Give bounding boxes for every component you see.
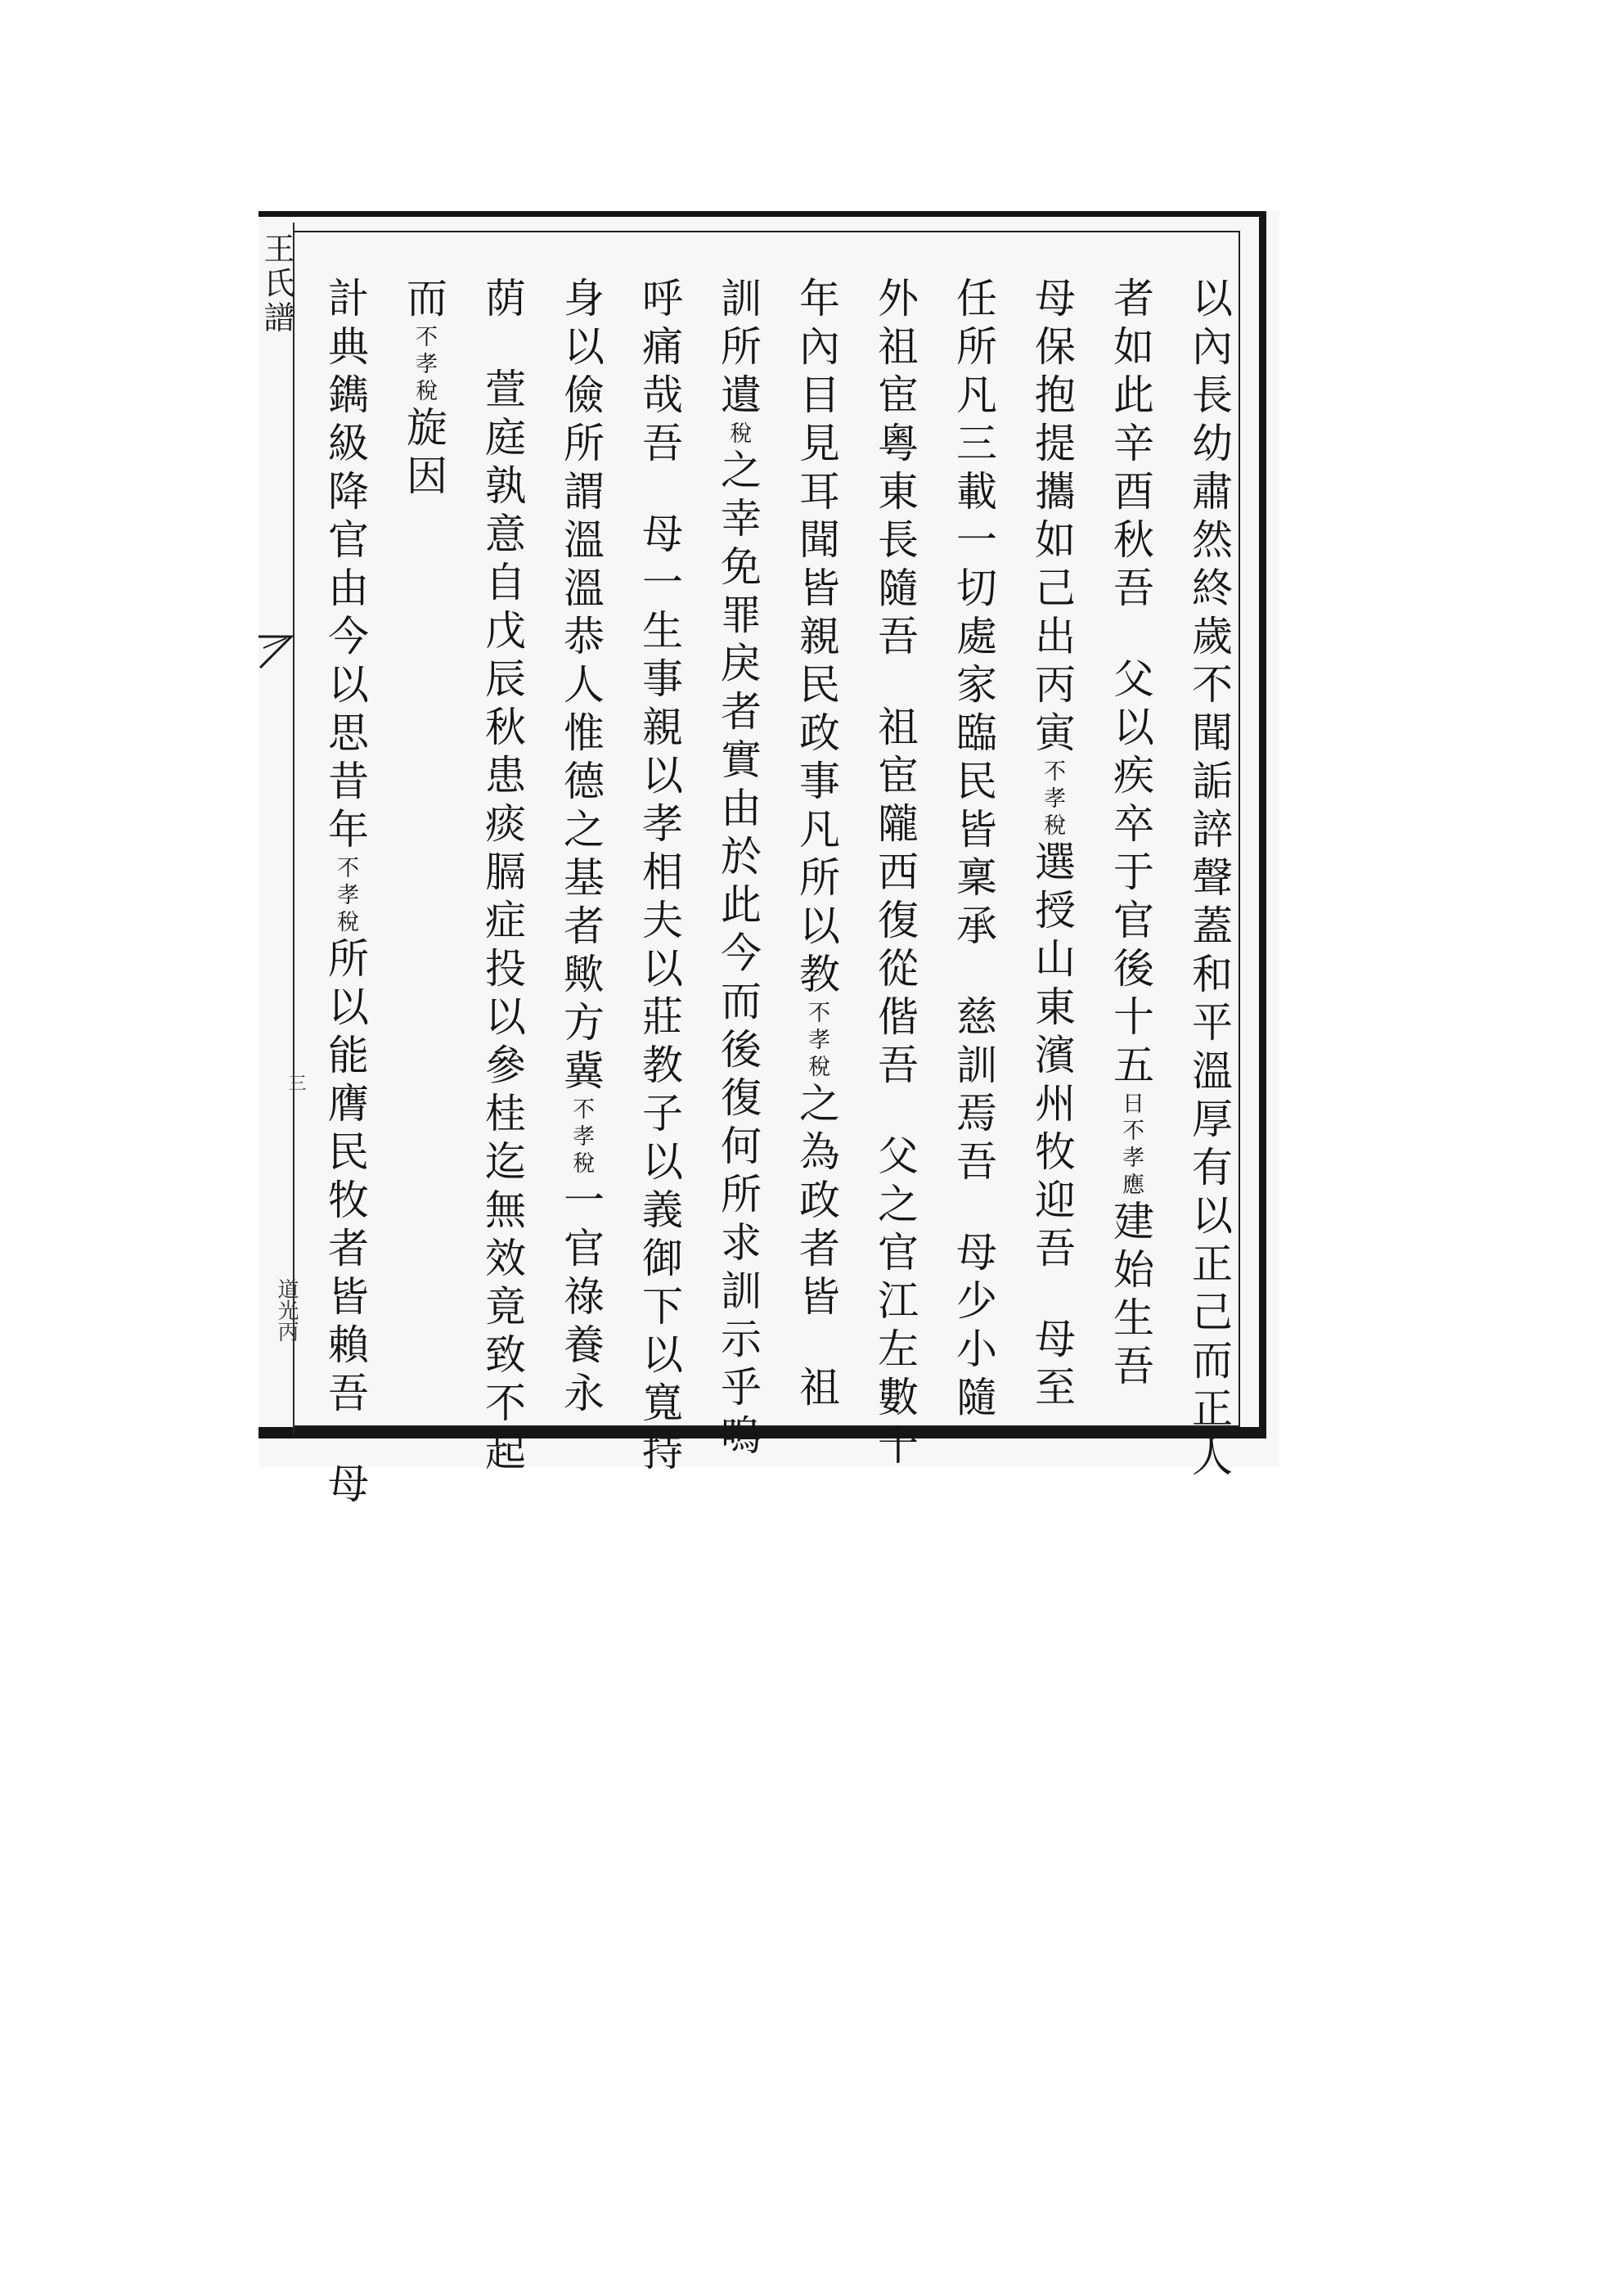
text-segment: 所以能膺民牧者皆賴吾 <box>321 937 369 1420</box>
spine-title: 王氏譜 <box>259 232 294 335</box>
interlinear-small-text: 稅 <box>333 910 358 937</box>
interlinear-small-text: 稅 <box>804 1055 829 1082</box>
binding-spine <box>259 223 306 1434</box>
interlinear-small-text: 不孝 <box>411 325 437 379</box>
text-column <box>699 277 777 1462</box>
text-segment: 祖宦隴西復從偕吾 <box>871 705 919 1092</box>
text-segment: 者如此辛酉秋吾 <box>1107 277 1154 615</box>
text-segment: 母少小隨 <box>950 1231 997 1424</box>
text-segment: 以內長幼肅然終歲不聞詬誶聲蓋和平溫厚有以正己而正人 <box>1185 277 1233 1483</box>
text-segment: 年內目見耳聞皆親民政事凡所以教 <box>793 277 840 1001</box>
text-column <box>777 277 856 1414</box>
text-segment: 而 <box>400 277 447 325</box>
text-column <box>306 277 384 1510</box>
text-column <box>620 277 699 1478</box>
text-segment: 建 <box>1107 1200 1154 1248</box>
text-segment: 祖 <box>793 1366 840 1414</box>
interlinear-small-text: 日 <box>1118 1092 1144 1119</box>
scanned-page <box>259 211 1279 1510</box>
text-segment: 父以疾卒于官後十五 <box>1107 657 1154 1092</box>
interlinear-small-text: 不孝 <box>1040 759 1065 813</box>
text-segment: 之幸免罪戾者實由於此今而後復何所求訓示乎嗚 <box>714 448 762 1462</box>
text-column <box>542 277 620 1420</box>
spine-page-number: 三 <box>285 1074 306 1092</box>
interlinear-small-text: 稅 <box>726 421 751 448</box>
interlinear-small-text: 不孝 <box>333 856 358 910</box>
interlinear-small-text: 不孝 <box>569 1097 594 1151</box>
text-segment: 旋因 <box>400 406 447 502</box>
text-segment: 母至 <box>1028 1317 1076 1414</box>
text-column <box>856 277 934 1472</box>
interlinear-small-text: 不孝應 <box>1118 1119 1144 1200</box>
text-segment: 母 <box>321 1462 369 1510</box>
text-segment: 任所凡三載一切處家臨民皆稟承 <box>950 277 997 952</box>
interlinear-small-text: 不孝 <box>804 1001 829 1055</box>
interlinear-small-text: 稅 <box>1040 813 1065 840</box>
body-text <box>321 277 1248 1510</box>
text-segment: 呼痛哉吾 <box>636 277 683 470</box>
fish-tail-ornament <box>259 632 293 673</box>
text-column <box>463 277 542 1478</box>
text-segment: 訓所遺 <box>714 277 762 421</box>
text-column <box>384 277 463 1406</box>
interlinear-small-text: 稅 <box>411 379 437 406</box>
text-segment: 外祖宦粵東長隨吾 <box>871 277 919 663</box>
text-segment: 之為政者皆 <box>793 1082 840 1323</box>
interlinear-small-text: 稅 <box>569 1151 594 1178</box>
text-segment: 慈訓焉吾 <box>950 995 997 1188</box>
text-segment: 始生吾 <box>1107 1248 1154 1393</box>
text-column <box>1091 277 1170 1406</box>
text-segment: 計典鐫級降官由今以思昔年 <box>321 277 369 856</box>
text-segment: 選授山東濱州牧迎吾 <box>1028 840 1076 1275</box>
text-segment: 萱庭孰意自戊辰秋患痰膈症投以參桂迄無效竟致不起 <box>479 367 526 1478</box>
text-segment: 母一生事親以孝相夫以莊教子以義御下以寬持 <box>636 512 683 1478</box>
text-column <box>1013 277 1091 1414</box>
text-segment: 身以儉所謂溫溫恭人惟德之基者歟方冀 <box>557 277 605 1097</box>
text-column <box>934 277 1013 1424</box>
text-segment: 父之官江左數十 <box>871 1134 919 1472</box>
text-column <box>1170 277 1248 1483</box>
text-segment: 一官祿養永 <box>557 1178 605 1420</box>
spine-foot-text: 道光丙 <box>274 1278 299 1342</box>
text-segment: 母保抱提攜如己出丙寅 <box>1028 277 1076 759</box>
text-segment: 荫 <box>479 277 526 325</box>
